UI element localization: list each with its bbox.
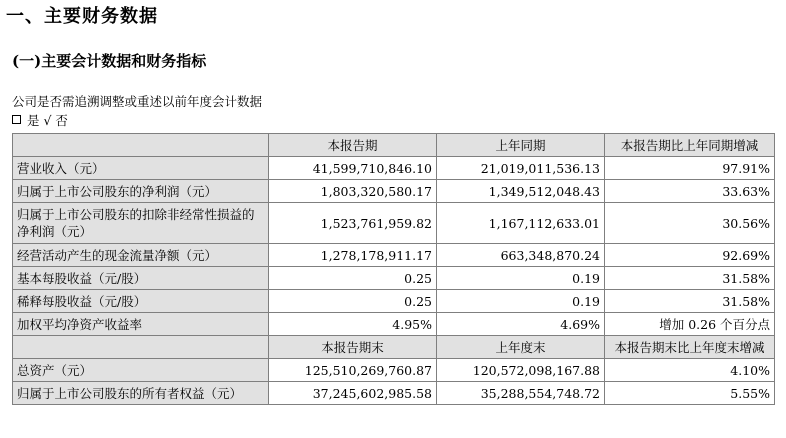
table-row: [13, 359, 775, 382]
prior-value: 120,572,098,167.88: [437, 359, 605, 382]
table-row: [13, 180, 775, 203]
header-period-end: 本报告期末: [269, 336, 437, 359]
current-value: 0.25: [269, 267, 437, 290]
subsection-heading: (一)主要会计数据和财务指标: [12, 52, 207, 70]
current-value: 1,803,320,580.17: [269, 180, 437, 203]
row-label: 营业收入（元）: [13, 157, 269, 180]
row-label: 归属于上市公司股东的扣除非经常性损益的净利润（元）: [13, 203, 269, 244]
row-label: 经营活动产生的现金流量净额（元）: [13, 244, 269, 267]
header-prior-year-end: 上年度末: [437, 336, 605, 359]
financial-data-table: [12, 133, 775, 405]
change-value: 5.55%: [605, 382, 775, 405]
table-row: [13, 203, 775, 244]
current-value: 37,245,602,985.58: [269, 382, 437, 405]
row-label: 归属于上市公司股东的净利润（元）: [13, 180, 269, 203]
table-row: [13, 382, 775, 405]
balance-header-row: [13, 336, 775, 359]
change-value: 增加 0.26 个百分点: [605, 313, 775, 336]
change-value: 31.58%: [605, 267, 775, 290]
checkbox-empty-icon: [12, 115, 21, 124]
change-value: 30.56%: [605, 203, 775, 244]
header-ytd-change: 本报告期末比上年度末增减: [605, 336, 775, 359]
table-row: [13, 267, 775, 290]
change-value: 33.63%: [605, 180, 775, 203]
header-yoy-change: 本报告期比上年同期增减: [605, 134, 775, 157]
change-value: 92.69%: [605, 244, 775, 267]
row-label: 基本每股收益（元/股）: [13, 267, 269, 290]
table-row: [13, 290, 775, 313]
current-value: 125,510,269,760.87: [269, 359, 437, 382]
row-label: 稀释每股收益（元/股）: [13, 290, 269, 313]
current-value: 1,278,178,911.17: [269, 244, 437, 267]
header-current-period: 本报告期: [269, 134, 437, 157]
restatement-choice: [12, 111, 68, 129]
header-blank-cell: [13, 336, 269, 359]
prior-value: 35,288,554,748.72: [437, 382, 605, 405]
prior-value: 4.69%: [437, 313, 605, 336]
prior-value: 1,167,112,633.01: [437, 203, 605, 244]
table-row: [13, 313, 775, 336]
header-prior-period: 上年同期: [437, 134, 605, 157]
restatement-options: 是 √ 否: [27, 113, 68, 128]
prior-value: 1,349,512,048.43: [437, 180, 605, 203]
prior-value: 21,019,011,536.13: [437, 157, 605, 180]
restatement-question: 公司是否需追溯调整或重述以前年度会计数据: [12, 94, 263, 109]
change-value: 4.10%: [605, 359, 775, 382]
row-label: 总资产（元）: [13, 359, 269, 382]
section-heading: 一、主要财务数据: [6, 6, 158, 27]
table-row: [13, 157, 775, 180]
header-blank-cell: [13, 134, 269, 157]
prior-value: 663,348,870.24: [437, 244, 605, 267]
current-value: 1,523,761,959.82: [269, 203, 437, 244]
current-value: 0.25: [269, 290, 437, 313]
income-header-row: [13, 134, 775, 157]
change-value: 31.58%: [605, 290, 775, 313]
current-value: 4.95%: [269, 313, 437, 336]
current-value: 41,599,710,846.10: [269, 157, 437, 180]
change-value: 97.91%: [605, 157, 775, 180]
table-row: [13, 244, 775, 267]
row-label: 加权平均净资产收益率: [13, 313, 269, 336]
row-label: 归属于上市公司股东的所有者权益（元）: [13, 382, 269, 405]
prior-value: 0.19: [437, 290, 605, 313]
prior-value: 0.19: [437, 267, 605, 290]
